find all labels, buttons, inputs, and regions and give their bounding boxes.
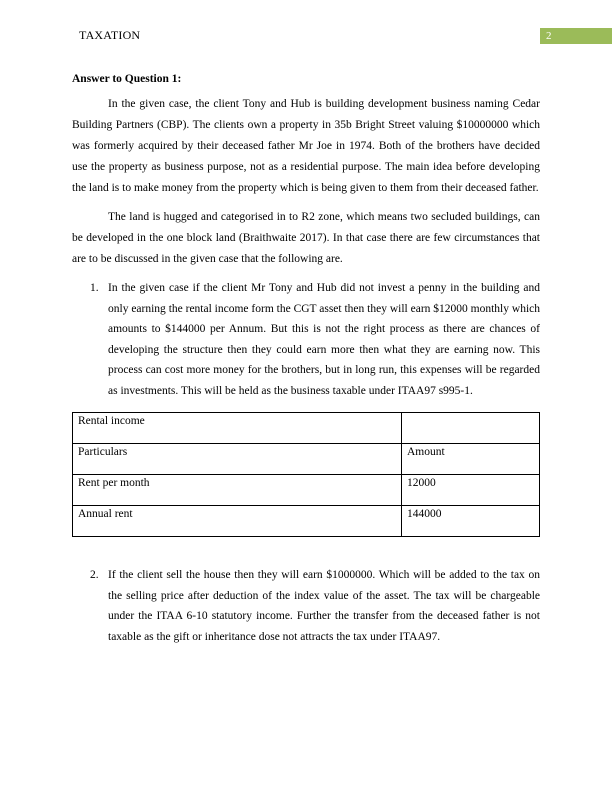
table-row: [73, 444, 540, 475]
paragraph: The land is hugged and categorised in to R2 zone, which means two secluded buildings, can be developed in the one block land (Braithwaite 2017). In that case there are few circumstances that are to be discussed in the given case that the following are.: [72, 211, 540, 265]
section-heading: Answer to Question 1:: [72, 73, 182, 85]
list-item-number: 1.: [90, 282, 99, 294]
table-cell: Amount: [402, 444, 540, 475]
header-title: TAXATION: [79, 28, 141, 42]
rental-income-table: [72, 412, 540, 537]
table-cell: Rental income: [73, 413, 402, 444]
table-cell: Rent per month: [73, 475, 402, 506]
table-row: [73, 506, 540, 537]
list-item: [72, 565, 540, 647]
numbered-list: [72, 565, 540, 647]
table-cell: [402, 413, 540, 444]
list-item-text: In the given case if the client Mr Tony and Hub did not invest a penny in the building and only earning the rental income form the CGT asset then they will earn $12000 monthly which amounts to $144000 per Annum. But this is not the right process as there are chances of developing the structure then they could earn more then what they are earning now. This process can cost more money for the brothers, but in long run, this expenses will be regarded as investments. This will be held as the business taxable under ITAA97 s995-1.: [108, 282, 540, 397]
paragraph: In the given case, the client Tony and Hub is building development business naming Cedar Building Partners (CBP). The clients own a property in 35b Bright Street valuing $10000000 which was formerly acquired by their deceased father Mr Joe in 1974. Both of the brothers have decided use the property as business purpose, not as a residential purpose. The main idea before developing the land is to make money from the property which is being given to them from their deceased father.: [72, 98, 540, 194]
table-row: [73, 475, 540, 506]
list-item-text: If the client sell the house then they will earn $1000000. Which will be added to the tax on the selling price after deduction of the index value of the asset. The tax will be chargeable under the ITAA 6-10 statutory income. Further the transfer from the deceased father is not taxable as the gift or inheritance dose not attracts the tax under ITAA97.: [108, 569, 540, 643]
table-cell: 12000: [402, 475, 540, 506]
document-body: [72, 70, 540, 647]
list-item: [72, 278, 540, 401]
table-cell: Annual rent: [73, 506, 402, 537]
table-cell: Particulars: [73, 444, 402, 475]
table-row: [73, 413, 540, 444]
table-cell: 144000: [402, 506, 540, 537]
numbered-list: [72, 278, 540, 401]
page-number: 2: [540, 28, 612, 44]
list-item-number: 2.: [90, 569, 99, 581]
